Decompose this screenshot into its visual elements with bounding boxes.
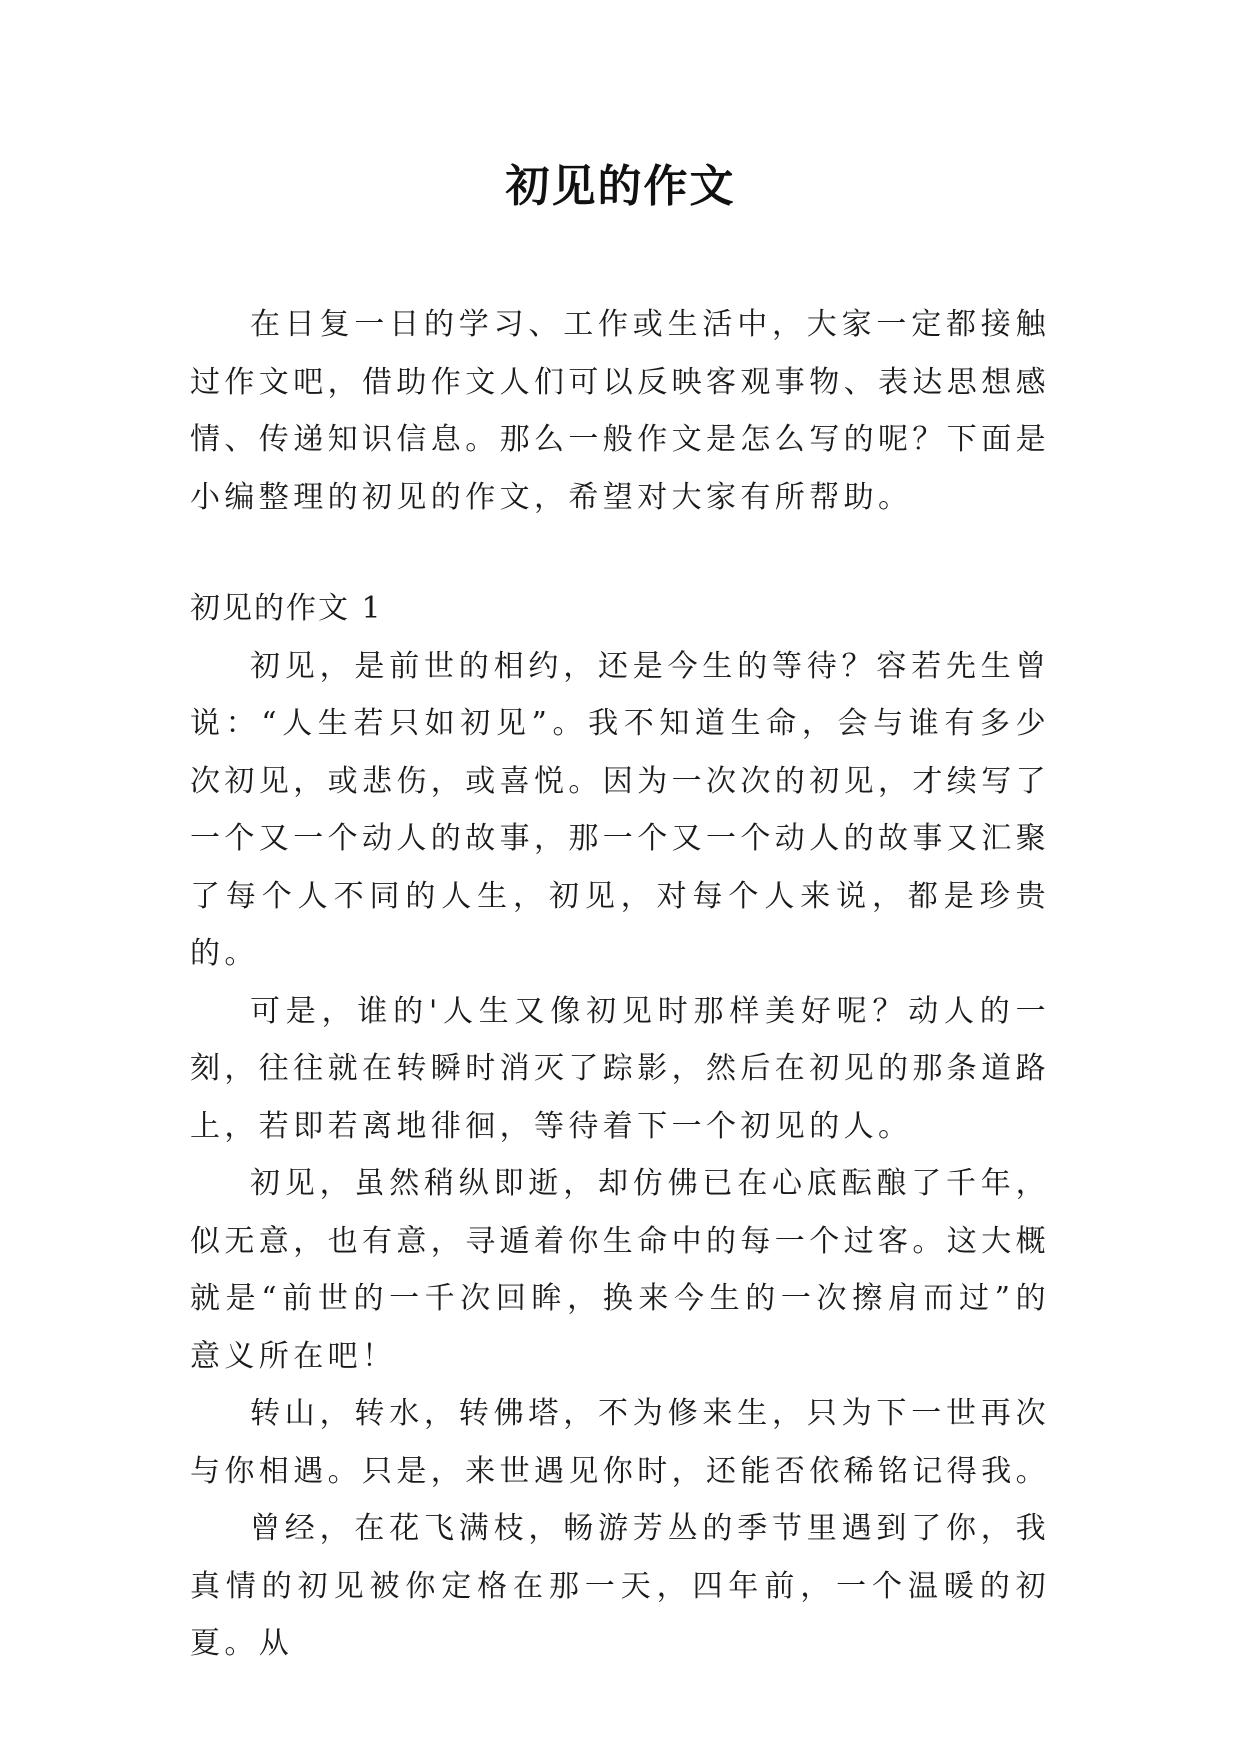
body-paragraph-4: 转山，转水，转佛塔，不为修来生，只为下一世再次与你相遇。只是，来世遇见你时，还能否依稀铭记得我。 (190, 1396, 1050, 1489)
body-paragraph-2: 可是，谁的'人生又像初见时那样美好呢？动人的一刻，往往就在转瞬时消灭了踪影，然后在初见的那条道路上，若即若离地徘徊，等待着下一个初见的人。 (190, 993, 1050, 1144)
intro-paragraph: 在日复一日的学习、工作或生活中，大家一定都接触过作文吧，借助作文人们可以反映客观事物、表达思想感情、传递知识信息。那么一般作文是怎么写的呢？下面是小编整理的初见的作文，希望对大家有所帮助。 (190, 307, 1050, 515)
body-paragraph-1: 初见，是前世的相约，还是今生的等待？容若先生曾说：“人生若只如初见”。我不知道生命，会与谁有多少次初见，或悲伤，或喜悦。因为一次次的初见，才续写了一个又一个动人的故事，那一个又一个动人的故事又汇聚了每个人不同的人生，初见，对每个人来说，都是珍贵的。 (190, 648, 1050, 971)
document-body (190, 296, 1050, 1673)
body-paragraph-3: 初见，虽然稍纵即逝，却仿佛已在心底酝酿了千年，似无意，也有意，寻遁着你生命中的每一个过客。这大概就是“前世的一千次回眸，换来今生的一次擦肩而过”的意义所在吧！ (190, 1166, 1050, 1374)
body-paragraph-5: 曾经，在花飞满枝，畅游芳丛的季节里遇到了你，我真情的初见被你定格在那一天，四年前，一个温暖的初夏。从 (190, 1511, 1050, 1661)
section-heading: 初见的作文 1 (190, 591, 383, 626)
document-title: 初见的作文 (505, 161, 736, 212)
